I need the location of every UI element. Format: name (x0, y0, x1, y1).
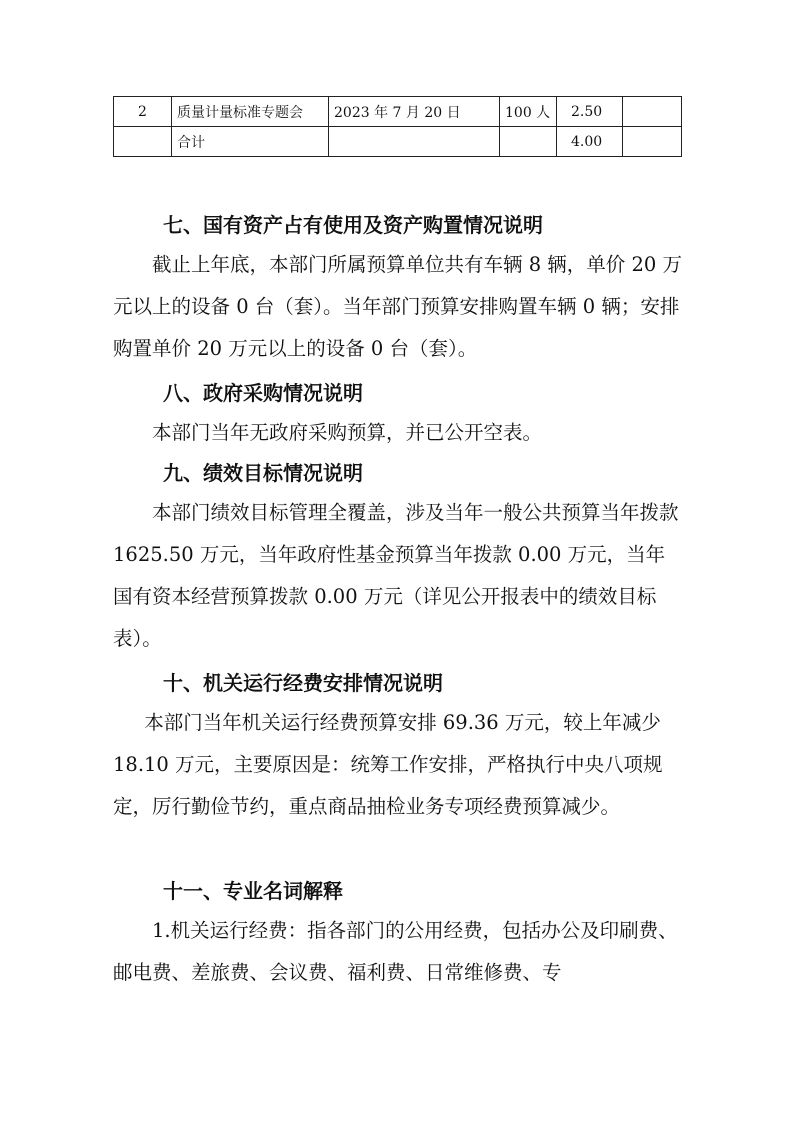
table-cell-attendees: 100 人 (500, 97, 557, 127)
section-body-performance (113, 492, 683, 660)
paragraph: 本部门当年无政府采购预算，并已公开空表。 (152, 421, 543, 444)
section-body-operating-costs (113, 702, 683, 828)
section-heading-performance: 九、绩效目标情况说明 (163, 461, 363, 485)
table-row (114, 97, 682, 127)
meeting-table (113, 96, 682, 157)
table-cell-date: 2023 年 7 月 20 日 (329, 97, 500, 127)
table-cell-total-label: 合计 (172, 127, 329, 157)
paragraph: 本部门绩效目标管理全覆盖，涉及当年一般公共预算当年拨款 1625.50 万元，当年政府性基金预算当年拨款 0.00 万元，当年国有资本经营预算拨款 0.00 万元（详见公开报表中的绩效目标表）。 (113, 501, 679, 650)
table-cell-note (623, 127, 682, 157)
table-cell-meeting: 质量计量标准专题会 (172, 97, 329, 127)
table-cell-date (329, 127, 500, 157)
table-cell-note (623, 97, 682, 127)
section-heading-glossary: 十一、专业名词解释 (163, 879, 343, 903)
paragraph: 截止上年底，本部门所属预算单位共有车辆 8 辆，单价 20 万元以上的设备 0 台（套）。当年部门预算安排购置车辆 0 辆；安排购置单价 20 万元以上的设备 0 台（套）。 (113, 253, 683, 360)
section-heading-operating-costs: 十、机关运行经费安排情况说明 (163, 671, 443, 695)
section-heading-procurement: 八、政府采购情况说明 (163, 381, 363, 405)
table-cell-total-amount: 4.00 (557, 127, 623, 157)
table-row-total (114, 127, 682, 157)
section-body-glossary (113, 910, 683, 994)
table-cell-index: 2 (114, 97, 172, 127)
table-cell-attendees (500, 127, 557, 157)
paragraph: 1.机关运行经费：指各部门的公用经费，包括办公及印刷费、邮电费、差旅费、会议费、福利费、日常维修费、专 (113, 919, 678, 984)
section-heading-assets: 七、国有资产占有使用及资产购置情况说明 (163, 213, 543, 237)
section-body-procurement (113, 412, 683, 454)
section-body-assets (113, 244, 683, 370)
paragraph: 本部门当年机关运行经费预算安排 69.36 万元，较上年减少 18.10 万元，主要原因是：统筹工作安排，严格执行中央八项规定，厉行勤俭节约，重点商品抽检业务专项经费预算减少。 (113, 711, 663, 818)
table-cell-index (114, 127, 172, 157)
table-cell-amount: 2.50 (557, 97, 623, 127)
